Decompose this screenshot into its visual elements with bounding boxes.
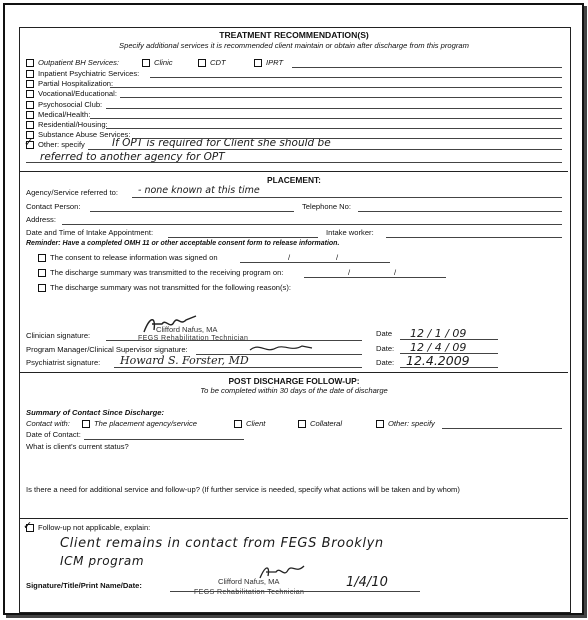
iprt-checkbox[interactable] xyxy=(254,59,262,67)
treatment-item-checkbox[interactable] xyxy=(26,90,34,98)
date-of-contact-label: Date of Contact: xyxy=(26,430,81,439)
followup-subtitle: To be completed within 30 days of the date of discharge xyxy=(200,386,388,395)
psych-date-value: 12.4.2009 xyxy=(406,353,470,368)
contact-client-label: Client xyxy=(246,419,266,428)
clinician-print-title: FEGS Rehabilitation Technician xyxy=(138,335,249,342)
contact-client-checkbox[interactable] xyxy=(234,420,242,428)
checkmark-icon: ✓ xyxy=(24,137,34,149)
clinic-label: Clinic xyxy=(154,58,173,67)
consent-date-sep-2: / xyxy=(336,253,339,262)
contact-with-label: Contact with: xyxy=(26,419,70,428)
other-row xyxy=(26,140,85,149)
treatment-item xyxy=(26,110,90,119)
reminder-text: Reminder: Have a completed OMH 11 or other acceptable consent form to release information. xyxy=(26,240,340,247)
document-frame xyxy=(3,3,584,615)
address-label: Address: xyxy=(26,215,56,224)
contact-other-label: Other: specify xyxy=(388,419,435,428)
cdt-checkbox[interactable] xyxy=(198,59,206,67)
pm-date-value: 12 / 4 / 09 xyxy=(410,341,467,354)
contact-other-checkbox[interactable] xyxy=(376,420,384,428)
treatment-item-checkbox[interactable] xyxy=(26,121,34,129)
consent-date-sep-1: / xyxy=(288,253,291,262)
contact-collateral-option xyxy=(298,419,342,428)
treatment-subtitle: Specify additional services it is recommended client maintain or obtain after discharge from this program xyxy=(119,41,469,50)
clinician-print-name: Clifford Nafus, MA xyxy=(156,325,218,334)
agency-label: Agency/Service referred to: xyxy=(26,188,119,197)
treatment-item-label: Partial Hospitalization: xyxy=(38,79,114,89)
followup-print-name: Clifford Nafus, MA xyxy=(218,577,280,586)
not-transmitted-label: The discharge summary was not transmitted for the following reason(s): xyxy=(50,283,291,292)
outpatient-checkbox[interactable] xyxy=(26,59,34,67)
intake-date-label: Date and Time of Intake Appointment: xyxy=(26,228,154,237)
other-label: Other: specify xyxy=(38,140,85,149)
contact-other-option xyxy=(376,419,435,428)
opt-iprt xyxy=(254,58,283,67)
not-transmitted-row xyxy=(38,283,291,292)
clinic-checkbox[interactable] xyxy=(142,59,150,67)
outpatient-label: Outpatient BH Services: xyxy=(38,58,120,67)
program-manager-label: Program Manager/Clinical Supervisor signature: xyxy=(26,345,188,354)
intake-worker-label: Intake worker: xyxy=(326,228,374,237)
other-handwriting-2: referred to another agency for OPT xyxy=(40,151,225,163)
treatment-title: TREATMENT RECOMMENDATION(S) xyxy=(219,30,369,40)
followup-print-title: FEGS Rehabilitation Technician xyxy=(194,589,305,596)
form-page xyxy=(19,27,571,613)
other-handwriting-1: If OPT is required for Client she should be xyxy=(112,137,331,149)
iprt-label: IPRT xyxy=(266,58,284,67)
treatment-item-label: Medical/Health: xyxy=(38,109,91,119)
treatment-item xyxy=(26,89,117,98)
treatment-item-checkbox[interactable] xyxy=(26,80,34,88)
psychiatrist-signature: Howard S. Forster, MD xyxy=(120,354,249,367)
client-status-question: What is client's current status? xyxy=(26,442,129,451)
treatment-item-label: Psychosocial Club: xyxy=(38,99,103,109)
signature-title-label: Signature/Title/Print Name/Date: xyxy=(26,581,142,590)
treatment-item-label: Inpatient Psychiatric Services: xyxy=(38,69,140,78)
consent-label: The consent to release information was signed on xyxy=(50,253,218,262)
cdt-label: CDT xyxy=(210,58,226,67)
not-applicable-handwriting-1: Client remains in contact from FEGS Brooklyn xyxy=(60,536,384,551)
treatment-item-label: Vocational/Educational: xyxy=(38,89,117,99)
treatment-item-checkbox[interactable] xyxy=(26,101,34,109)
treatment-item xyxy=(26,69,139,78)
not-applicable-label: Follow-up not applicable, explain: xyxy=(38,523,151,532)
contact-agency-option xyxy=(82,419,197,428)
contact-client-option xyxy=(234,419,265,428)
treatment-item-checkbox[interactable] xyxy=(26,111,34,119)
summary-transmitted-label: The discharge summary was transmitted to the receiving program on: xyxy=(50,268,284,277)
pm-date-label: Date: xyxy=(376,344,395,353)
placement-title: PLACEMENT: xyxy=(267,175,321,185)
telephone-label: Telephone No: xyxy=(302,202,351,211)
contact-agency-checkbox[interactable] xyxy=(82,420,90,428)
treatment-item xyxy=(26,130,130,139)
agency-handwriting: - none known at this time xyxy=(138,185,260,196)
summary-transmitted-checkbox[interactable] xyxy=(38,269,46,277)
consent-checkbox[interactable] xyxy=(38,254,46,262)
not-applicable-row xyxy=(26,523,150,532)
additional-service-question: Is there a need for additional service and follow-up? (If further service is needed, specify what actions will be taken and by whom) xyxy=(26,485,460,494)
followup-title: POST DISCHARGE FOLLOW-UP: xyxy=(228,376,360,386)
treatment-item xyxy=(26,100,102,109)
treatment-item-checkbox[interactable] xyxy=(26,70,34,78)
consent-row xyxy=(38,253,218,262)
checkmark-icon: ✓ xyxy=(23,520,33,532)
contact-person-label: Contact Person: xyxy=(26,202,81,211)
clinician-date-value: 12 / 1 / 09 xyxy=(410,327,467,340)
summary-transmitted-row xyxy=(38,268,283,277)
summary-date-sep-1: / xyxy=(348,268,351,277)
opt-cdt xyxy=(198,58,226,67)
treatment-item xyxy=(26,79,113,88)
summary-contact-title: Summary of Contact Since Discharge: xyxy=(26,408,164,417)
opt-clinic xyxy=(142,58,173,67)
contact-agency-label: The placement agency/service xyxy=(94,419,197,428)
program-manager-signature xyxy=(246,340,316,356)
not-transmitted-checkbox[interactable] xyxy=(38,284,46,292)
followup-signature-date: 1/4/10 xyxy=(346,575,388,590)
psych-date-label: Date: xyxy=(376,358,395,367)
treatment-item-label: Substance Abuse Services: xyxy=(38,130,131,140)
contact-collateral-label: Collateral xyxy=(310,419,343,428)
contact-collateral-checkbox[interactable] xyxy=(298,420,306,428)
outpatient-row xyxy=(26,58,119,67)
clinician-signature-label: Clinician signature: xyxy=(26,331,91,340)
not-applicable-handwriting-2: ICM program xyxy=(60,554,145,568)
clinician-date-label: Date xyxy=(376,329,393,338)
treatment-item-label: Residential/Housing: xyxy=(38,120,108,129)
treatment-item-checkbox[interactable] xyxy=(26,131,34,139)
summary-date-sep-2: / xyxy=(394,268,397,277)
treatment-item xyxy=(26,120,108,129)
psychiatrist-label: Psychiatrist signature: xyxy=(26,358,101,367)
